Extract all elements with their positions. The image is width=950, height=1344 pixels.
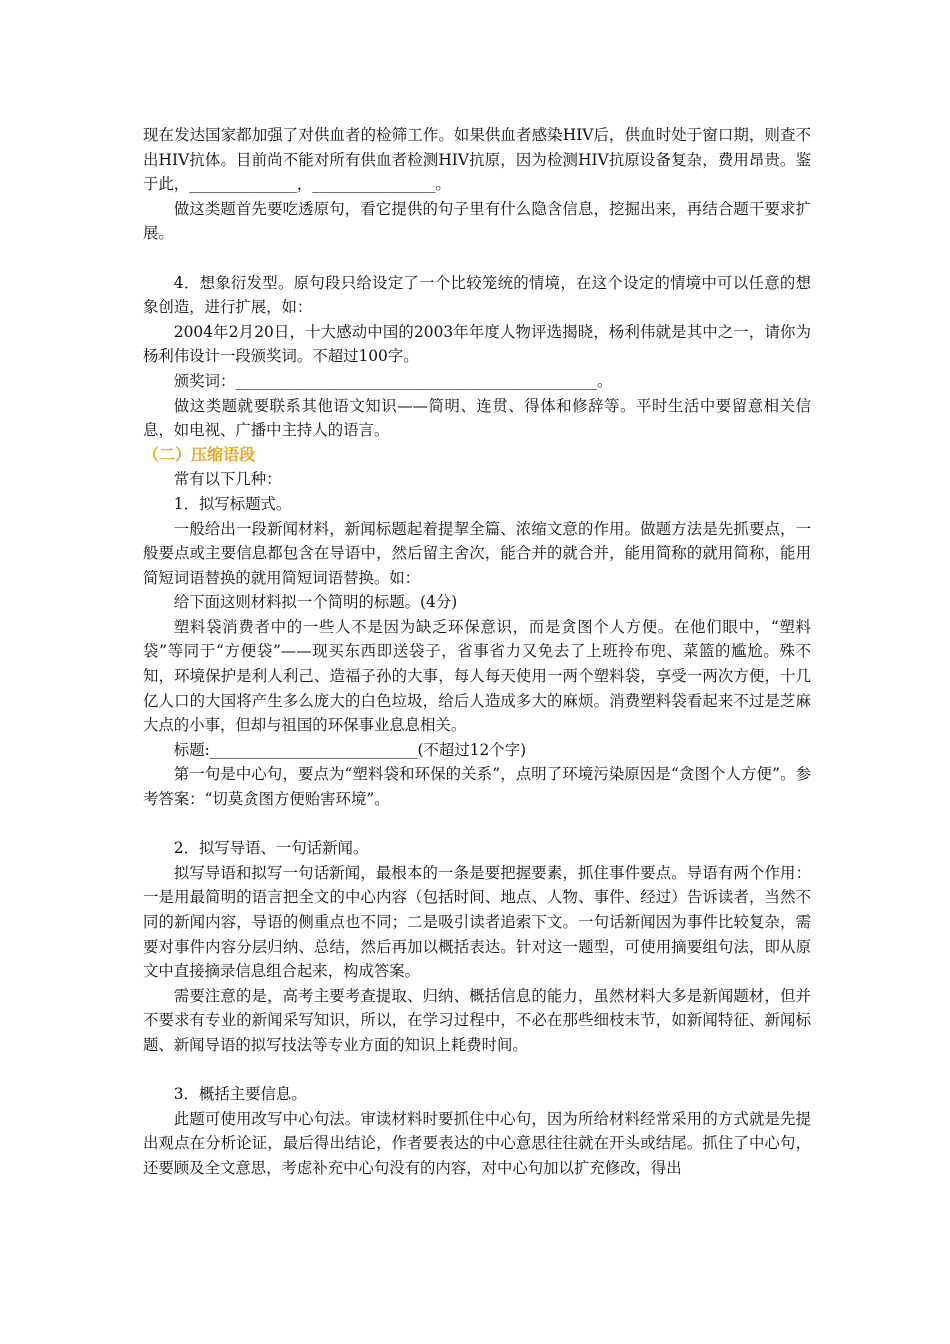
paragraph-yang-liwei-task: 2004年2月20日，十大感动中国的2003年年度人物评选揭晓，杨利伟就是其中之一，请你为杨利伟设计一段颁奖词。不超过100字。 bbox=[143, 322, 811, 366]
paragraph-award-speech-blank: 颁奖词：_______________________________________________。 bbox=[173, 371, 613, 390]
document-body bbox=[143, 123, 811, 1181]
paragraph-exam-note: 需要注意的是，高考主要考查提取、归纳、概括信息的能力，虽然材料大多是新闻题材，但并不要求有专业的新闻采写知识，所以，在学习过程中，不必在那些细枝末节，如新闻特征、新闻标题、新闻导语的拟写技法等专业方面的知识上耗费时间。 bbox=[143, 986, 811, 1054]
spacer bbox=[143, 812, 811, 837]
paragraph-title-type: 1．拟写标题式。 bbox=[173, 494, 292, 513]
paragraph-summary-type: 3．概括主要信息。 bbox=[173, 1085, 307, 1104]
spacer bbox=[143, 246, 811, 271]
paragraph-plastic-bag-material: 塑料袋消费者中的一些人不是因为缺乏环保意识，而是贪图个人方便。在他们眼中，“塑料袋”等同于“方便袋”——现买东西即送袋子，省事省力又免去了上班拎布兜、菜篮的尴尬。殊不知，环境保护是利人利己、造福子孙的大事，每人每天使用一两个塑料袋，享受一两次方便，十几亿人口的大国将产生多么庞大的白色垃圾，给后人造成多大的麻烦。消费塑料袋看起来不过是芝麻大点的小事，但却与祖国的环保事业息息相关。 bbox=[143, 617, 811, 735]
paragraph-title-answer: 第一句是中心句，要点为“塑料袋和环保的关系”，点明了环境污染原因是“贪图个人方便”。参考答案：“切莫贪图方便贻害环境”。 bbox=[143, 765, 811, 809]
paragraph-summary-method: 此题可使用改写中心句法。审读材料时要抓住中心句，因为所给材料经常采用的方式就是先提出观点在分析论证，最后得出结论，作者要表达的中心意思往往就在开头或结尾。抓住了中心句，还要顾及全文意思，考虑补充中心句没有的内容，对中心句加以扩充修改，得出 bbox=[143, 1109, 811, 1177]
section-heading-compress: （二）压缩语段 bbox=[143, 444, 256, 464]
paragraph-title-task: 给下面这则材料拟一个简明的标题。(4分) bbox=[173, 593, 458, 612]
paragraph-expand-tip: 做这类题首先要吃透原句，看它提供的句子里有什么隐含信息，挖掘出来，再结合题干要求扩展。 bbox=[143, 199, 811, 243]
paragraph-imagination-tip: 做这类题就要联系其他语文知识——简明、连贯、得体和修辞等。平时生活中要留意相关信息，如电视、广播中主持人的语言。 bbox=[143, 396, 811, 440]
paragraph-lead-method: 拟写导语和拟写一句话新闻，最根本的一条是要把握要素，抓住事件要点。导语有两个作用：一是用最简明的语言把全文的中心内容（包括时间、地点、人物、事件、经过）告诉读者，当然不同的新闻内容，导语的侧重点也不同；二是吸引读者追索下文。一句话新闻因为事件比较复杂，需要对事件内容分层归纳、总结，然后再加以概括表达。针对这一题型，可使用摘要组句法，即从原文中直接摘录信息组合起来，构成答案。 bbox=[143, 863, 811, 981]
paragraph-title-method: 一般给出一段新闻材料，新闻标题起着提挈全篇、浓缩文意的作用。做题方法是先抓要点，一般要点或主要信息都包含在导语中，然后留主舍次，能合并的就合并，能用简称的就用简称，能用简短词语替换的就用简短词语替换。如： bbox=[143, 519, 811, 587]
spacer bbox=[143, 1058, 811, 1083]
paragraph-types-intro: 常有以下几种： bbox=[173, 470, 282, 489]
paragraph-imagination-type: 4．想象衍发型。原句段只给设定了一个比较笼统的情境，在这个设定的情境中可以任意的想象创造，进行扩展，如： bbox=[143, 273, 811, 317]
paragraph-hiv-screening: 现在发达国家都加强了对供血者的检筛工作。如果供血者感染HIV后，供血时处于窗口期，则查不出HIV抗体。目前尚不能对所有供血者检测HIV抗原，因为检测HIV抗原设备复杂，费用昂贵。鉴于此，______________，________________。 bbox=[143, 126, 811, 194]
paragraph-lead-type: 2．拟写导语、一句话新闻。 bbox=[173, 839, 369, 858]
paragraph-title-blank: 标题:___________________________(不超过12个字) bbox=[173, 740, 527, 759]
